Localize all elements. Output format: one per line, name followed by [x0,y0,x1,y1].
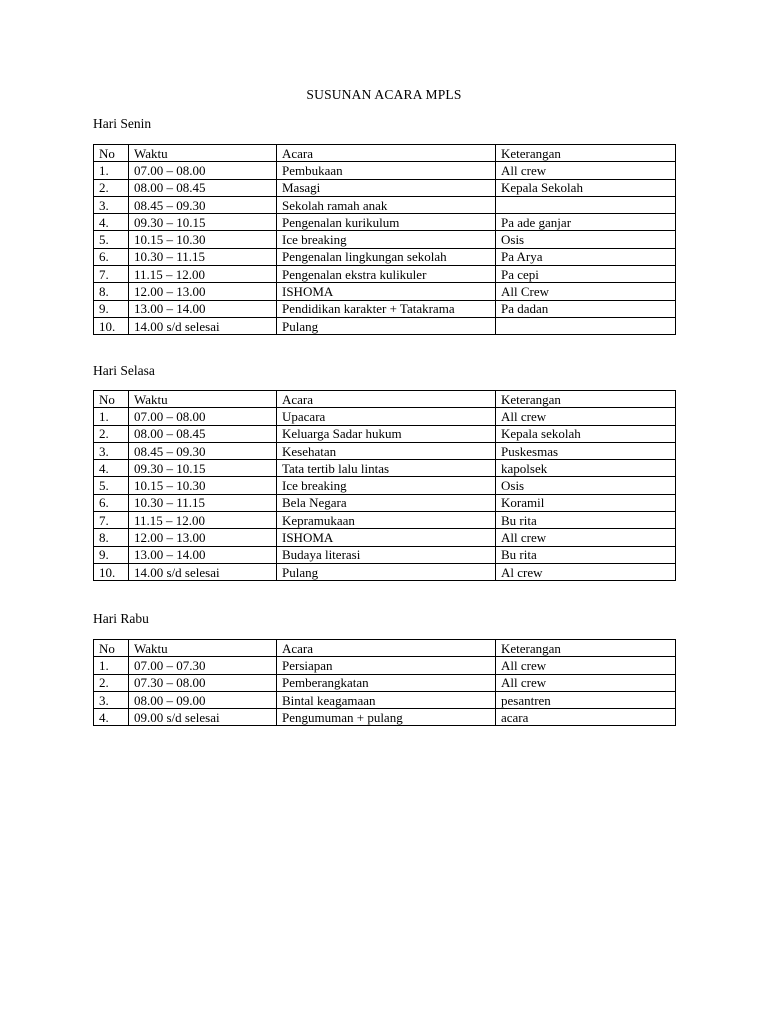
cell-waktu: 08.45 – 09.30 [129,196,277,213]
cell-keterangan [496,317,676,334]
cell-acara: Pemberangkatan [277,674,496,691]
table-row [94,214,676,231]
day-label-senin: Hari Senin [93,116,152,131]
cell-no: 2. [94,179,129,196]
cell-no: 4. [94,709,129,726]
cell-acara: Masagi [277,179,496,196]
table-row [94,266,676,283]
cell-no: 8. [94,283,129,300]
cell-waktu: 07.00 – 08.00 [129,408,277,425]
cell-no: 6. [94,494,129,511]
cell-acara: ISHOMA [277,283,496,300]
cell-acara: Pendidikan karakter + Tatakrama [277,300,496,317]
table-row [94,563,676,580]
cell-keterangan: Bu rita [496,512,676,529]
cell-acara: Persiapan [277,657,496,674]
cell-acara: Pengenalan lingkungan sekolah [277,248,496,265]
cell-acara: Bela Negara [277,494,496,511]
cell-no: 5. [94,231,129,248]
cell-waktu: 09.00 s/d selesai [129,709,277,726]
table-header-row [94,145,676,162]
cell-keterangan: kapolsek [496,460,676,477]
cell-keterangan: Kepala Sekolah [496,179,676,196]
cell-waktu: 08.45 – 09.30 [129,442,277,459]
cell-keterangan [496,196,676,213]
cell-acara: Ice breaking [277,231,496,248]
cell-no: 4. [94,460,129,477]
cell-waktu: 13.00 – 14.00 [129,546,277,563]
cell-acara: Pengenalan ekstra kulikuler [277,266,496,283]
cell-acara: Keluarga Sadar hukum [277,425,496,442]
table-row [94,231,676,248]
cell-keterangan: Osis [496,231,676,248]
table-row [94,674,676,691]
cell-keterangan: Bu rita [496,546,676,563]
table-row [94,477,676,494]
cell-acara: Pengumuman + pulang [277,709,496,726]
cell-acara: ISHOMA [277,529,496,546]
cell-keterangan: All crew [496,162,676,179]
cell-waktu: 08.00 – 08.45 [129,179,277,196]
table-row [94,546,676,563]
header-no: No [94,640,129,657]
table-header-row [94,391,676,408]
header-acara: Acara [277,145,496,162]
table-row [94,709,676,726]
header-acara: Acara [277,640,496,657]
cell-acara: Ice breaking [277,477,496,494]
cell-no: 6. [94,248,129,265]
header-keterangan: Keterangan [496,640,676,657]
cell-acara: Upacara [277,408,496,425]
cell-waktu: 08.00 – 08.45 [129,425,277,442]
cell-keterangan: Pa cepi [496,266,676,283]
header-waktu: Waktu [129,145,277,162]
header-keterangan: Keterangan [496,145,676,162]
cell-no: 2. [94,674,129,691]
cell-keterangan: Pa ade ganjar [496,214,676,231]
cell-acara: Kesehatan [277,442,496,459]
cell-waktu: 10.30 – 11.15 [129,248,277,265]
day-label-rabu: Hari Rabu [93,611,149,626]
table-row [94,300,676,317]
header-no: No [94,145,129,162]
cell-keterangan: Kepala sekolah [496,425,676,442]
cell-no: 10. [94,563,129,580]
cell-no: 1. [94,162,129,179]
cell-no: 5. [94,477,129,494]
cell-keterangan: All Crew [496,283,676,300]
cell-keterangan: Al crew [496,563,676,580]
table-row [94,196,676,213]
cell-keterangan: acara [496,709,676,726]
cell-waktu: 08.00 – 09.00 [129,691,277,708]
table-row [94,425,676,442]
cell-waktu: 14.00 s/d selesai [129,317,277,334]
cell-keterangan: Koramil [496,494,676,511]
cell-no: 1. [94,408,129,425]
header-waktu: Waktu [129,391,277,408]
cell-waktu: 14.00 s/d selesai [129,563,277,580]
table-row [94,162,676,179]
cell-keterangan: Pa Arya [496,248,676,265]
cell-keterangan: All crew [496,529,676,546]
cell-waktu: 12.00 – 13.00 [129,283,277,300]
cell-no: 3. [94,442,129,459]
table-row [94,179,676,196]
cell-keterangan: Puskesmas [496,442,676,459]
table-row [94,691,676,708]
cell-no: 9. [94,300,129,317]
cell-acara: Pengenalan kurikulum [277,214,496,231]
cell-keterangan: Pa dadan [496,300,676,317]
cell-waktu: 11.15 – 12.00 [129,266,277,283]
schedule-table-selasa [93,390,676,581]
cell-acara: Bintal keagamaan [277,691,496,708]
table-row [94,248,676,265]
header-acara: Acara [277,391,496,408]
day-label-selasa: Hari Selasa [93,363,155,378]
schedule-table-senin [93,144,676,335]
header-waktu: Waktu [129,640,277,657]
table-row [94,317,676,334]
cell-no: 10. [94,317,129,334]
cell-no: 7. [94,266,129,283]
header-keterangan: Keterangan [496,391,676,408]
cell-waktu: 11.15 – 12.00 [129,512,277,529]
header-no: No [94,391,129,408]
cell-acara: Pulang [277,317,496,334]
table-row [94,442,676,459]
cell-acara: Kepramukaan [277,512,496,529]
cell-no: 3. [94,691,129,708]
cell-waktu: 10.15 – 10.30 [129,477,277,494]
table-row [94,494,676,511]
cell-acara: Tata tertib lalu lintas [277,460,496,477]
cell-no: 3. [94,196,129,213]
cell-waktu: 09.30 – 10.15 [129,214,277,231]
cell-keterangan: All crew [496,657,676,674]
cell-acara: Budaya literasi [277,546,496,563]
cell-no: 4. [94,214,129,231]
cell-acara: Pulang [277,563,496,580]
table-row [94,460,676,477]
table-row [94,657,676,674]
table-row [94,512,676,529]
cell-acara: Pembukaan [277,162,496,179]
cell-waktu: 07.30 – 08.00 [129,674,277,691]
cell-no: 9. [94,546,129,563]
cell-waktu: 13.00 – 14.00 [129,300,277,317]
schedule-table-rabu [93,639,676,726]
table-row [94,283,676,300]
cell-waktu: 10.15 – 10.30 [129,231,277,248]
cell-keterangan: All crew [496,408,676,425]
cell-keterangan: All crew [496,674,676,691]
document-title: SUSUNAN ACARA MPLS [306,87,462,102]
cell-keterangan: pesantren [496,691,676,708]
cell-keterangan: Osis [496,477,676,494]
cell-waktu: 09.30 – 10.15 [129,460,277,477]
cell-waktu: 10.30 – 11.15 [129,494,277,511]
cell-waktu: 07.00 – 08.00 [129,162,277,179]
table-row [94,408,676,425]
cell-waktu: 12.00 – 13.00 [129,529,277,546]
cell-no: 8. [94,529,129,546]
cell-waktu: 07.00 – 07.30 [129,657,277,674]
cell-no: 7. [94,512,129,529]
cell-no: 2. [94,425,129,442]
cell-acara: Sekolah ramah anak [277,196,496,213]
table-header-row [94,640,676,657]
table-row [94,529,676,546]
cell-no: 1. [94,657,129,674]
